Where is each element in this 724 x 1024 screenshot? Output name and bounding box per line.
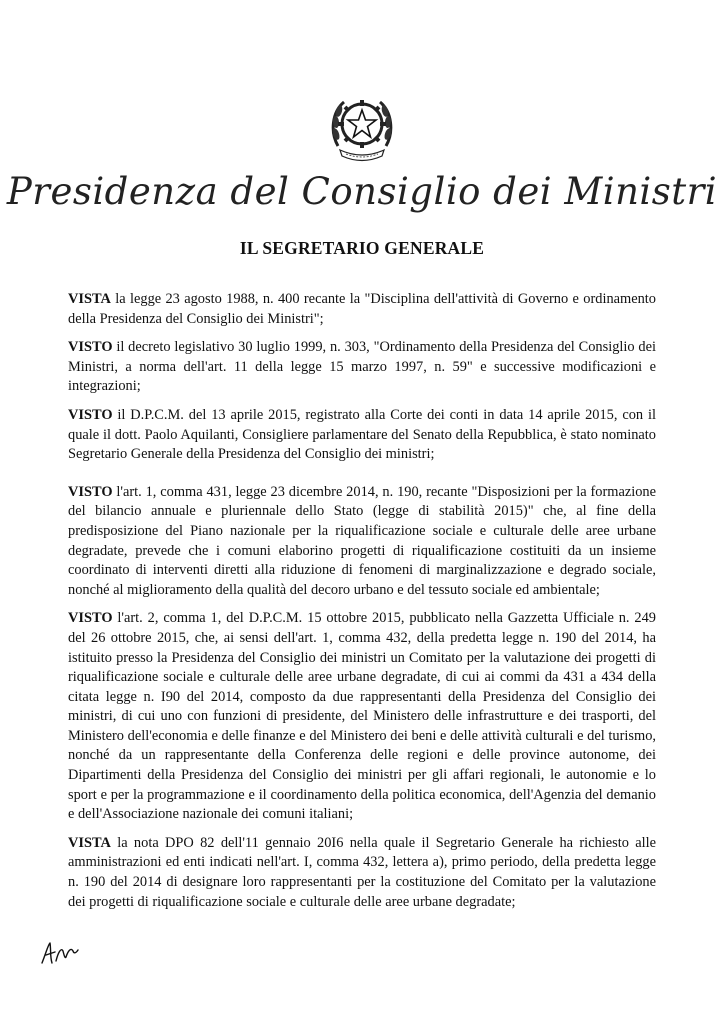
paragraph-legge-400 [68,290,656,329]
institution-header: Presidenza del Consiglio dei Ministri [6,170,718,213]
paragraph-text: l'art. 2, comma 1, del D.P.C.M. 15 ottobre 2015, pubblicato nella Gazzetta Ufficiale n. 249 del 26 ottobre 2015, che, ai sensi dell'art. 1, comma 432, della predetta legge n. 190 del 2014, ha istituito presso la Presidenza del Consiglio dei ministri un Comitato per la valutazione dei progetti di riqualificazione sociale e culturale delle aree urbane degradate, di cui ai commi da 431 a 434 della citata legge n. I90 del 2014, composto da due rappresentanti della Presidenza del Consiglio dei ministri, di cui uno con funzioni di presidente, del Ministero delle infrastrutture e dei trasporti, del Ministero dell'economia e delle finanze e del Ministero dei beni e delle attività culturali e del turismo, nonché da un rappresentante della Conferenza delle regioni e delle province autonome, dei Dipartimenti della Presidenza del Consiglio dei ministri per gli affari regionali, le autonomie e lo sport e per la programmazione e il coordinamento della politica economica, dell'Agenzia del demanio e dell'Associazione nazionale dei comuni italiani; [68,610,656,823]
paragraph-dpcm-comitato [68,609,656,825]
document-body [68,290,656,921]
paragraph-text: il decreto legislativo 30 luglio 1999, n. 303, "Ordinamento della Presidenza del Consiglio dei Ministri, a norma dell'art. 11 della legge 15 marzo 1997, n. 59" e successive modificazioni e integrazioni; [68,339,656,395]
paragraph-legge-190 [68,483,656,601]
paragraph-keyword: VISTA [68,834,111,851]
paragraph-keyword: VISTO [68,406,113,423]
office-title: IL SEGRETARIO GENERALE [239,238,485,258]
paragraph-nota-dpo [68,834,656,912]
paragraph-dlgs-303 [68,338,656,397]
paragraph-keyword: VISTO [68,339,113,356]
paragraph-text: l'art. 1, comma 431, legge 23 dicembre 2014, n. 190, recante "Disposizioni per la formazione del bilancio annuale e pluriennale dello Stato (legge di stabilità 2015)" che, al fine della predisposizione del Piano nazionale per la riqualificazione sociale e culturale delle aree urbane degradate, prevede che i comuni elaborino progetti di riqualificazione costituiti da un insieme coordinato di interventi diretti alla riduzione di fenomeni di marginalizzazione e degrado sociale, nonché al miglioramento della qualità del decoro urbano e del tessuto sociale ed ambientale; [68,483,656,598]
paragraph-dpcm-2015 [68,406,656,465]
paragraph-text: la nota DPO 82 dell'11 gennaio 20I6 nella quale il Segretario Generale ha richiesto alle amministrazioni ed enti indicati nell'art. I, comma 432, lettera a), primo periodo, della predetta legge n. 190 del 2014 di designare loro rappresentanti per la costituzione del Comitato per la valutazione dei progetti di riqualificazione sociale e culturale delle aree urbane degradate; [68,834,656,910]
paragraph-keyword: VISTO [68,483,113,500]
paragraph-text: il D.P.C.M. del 13 aprile 2015, registrato alla Corte dei conti in data 14 aprile 2015, con il quale il dott. Paolo Aquilanti, Consigliere parlamentare del Senato della Repubblica, è stato nominato Segretario Generale della Presidenza del Consiglio dei ministri; [68,406,656,463]
paragraph-text: la legge 23 agosto 1988, n. 400 recante la "Disciplina dell'attività di Governo e ordinamento della Presidenza del Consiglio dei Ministri"; [68,291,656,327]
italian-republic-emblem-icon [328,90,396,164]
paragraph-keyword: VISTO [68,610,113,627]
paragraph-keyword: VISTA [68,291,111,307]
handwritten-initials-icon [38,937,82,969]
